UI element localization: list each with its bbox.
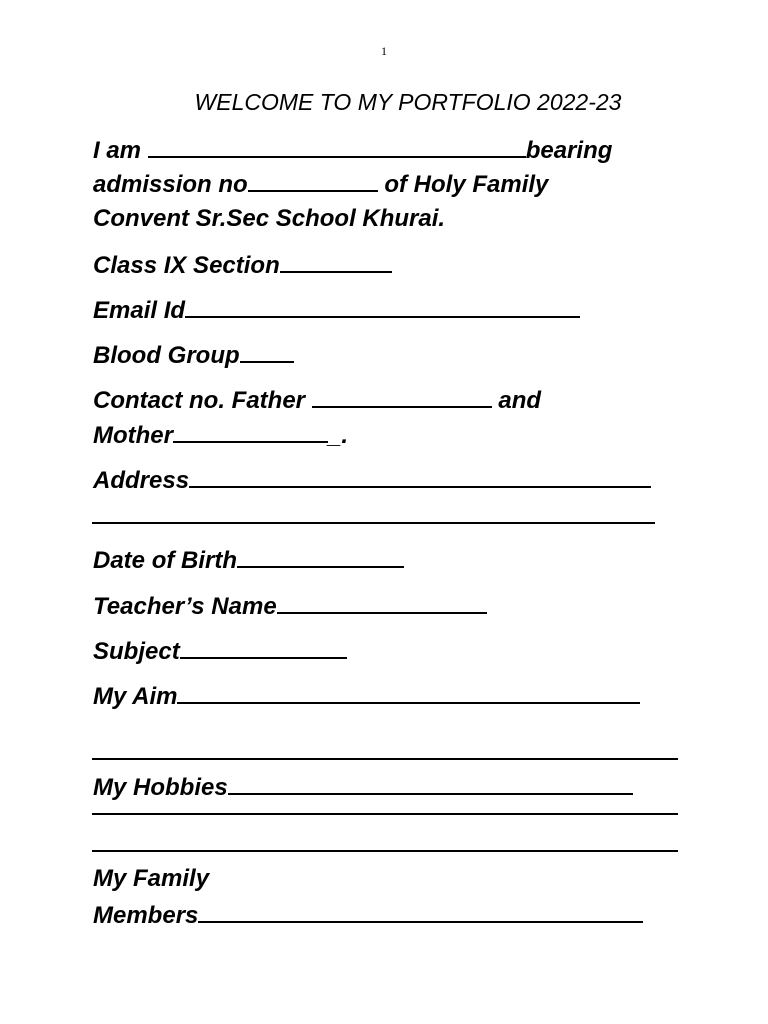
hobbies-rule-2[interactable] — [92, 813, 678, 815]
aim-rule-2[interactable] — [92, 758, 678, 760]
father-contact-label: Contact no. Father — [93, 387, 306, 414]
family-label: Members — [93, 902, 199, 929]
address-rule-2[interactable] — [92, 522, 655, 524]
dob-label: Date of Birth — [93, 547, 237, 574]
contact-line-1 — [93, 384, 541, 416]
subject-label: Subject — [93, 638, 180, 665]
subject-blank[interactable] — [180, 635, 347, 659]
admission-blank[interactable] — [248, 168, 378, 192]
hobbies-line — [93, 771, 633, 803]
dob-line — [93, 544, 404, 576]
dob-blank[interactable] — [237, 544, 404, 568]
name-blank[interactable] — [148, 134, 526, 158]
address-blank[interactable] — [189, 464, 651, 488]
page-number: 1 — [381, 44, 387, 58]
intro-line-1 — [93, 134, 612, 166]
subject-line — [93, 635, 347, 667]
email-line — [93, 294, 580, 326]
hobbies-label: My Hobbies — [93, 774, 228, 801]
teacher-line — [93, 590, 487, 622]
mother-contact-label: Mother — [93, 422, 173, 449]
family-line-1: My Family — [93, 865, 210, 892]
hobbies-blank[interactable] — [228, 771, 633, 795]
intro-line-2 — [93, 168, 548, 200]
father-contact-blank[interactable] — [312, 384, 492, 408]
blood-group-label: Blood Group — [93, 342, 240, 369]
aim-blank[interactable] — [177, 680, 640, 704]
teacher-label: Teacher’s Name — [93, 593, 277, 620]
intro-suffix: bearing — [525, 137, 613, 164]
page-title: WELCOME TO MY PORTFOLIO 2022-23 — [194, 89, 622, 115]
school-prefix: of Holy Family — [384, 171, 549, 198]
admission-label: admission no — [93, 171, 248, 198]
address-label: Address — [93, 467, 190, 494]
contact-and: and — [498, 387, 542, 414]
intro-line-3: Convent Sr.Sec School Khurai. — [93, 205, 446, 232]
family-blank[interactable] — [198, 899, 643, 923]
blood-group-blank[interactable] — [240, 339, 294, 363]
aim-label: My Aim — [93, 683, 178, 710]
mother-contact-end: _. — [328, 422, 349, 449]
class-section-line — [93, 249, 392, 281]
contact-line-2 — [93, 419, 348, 451]
class-section-label: Class IX Section — [93, 252, 280, 279]
intro-prefix: I am — [93, 137, 142, 164]
hobbies-rule-3[interactable] — [92, 850, 678, 852]
email-label: Email Id — [93, 297, 186, 324]
aim-line — [93, 680, 640, 712]
section-blank[interactable] — [280, 249, 392, 273]
mother-contact-blank[interactable] — [173, 419, 328, 443]
family-line-2 — [93, 899, 643, 931]
blood-group-line — [93, 339, 294, 371]
email-blank[interactable] — [185, 294, 580, 318]
address-line — [93, 464, 651, 496]
teacher-blank[interactable] — [277, 590, 487, 614]
